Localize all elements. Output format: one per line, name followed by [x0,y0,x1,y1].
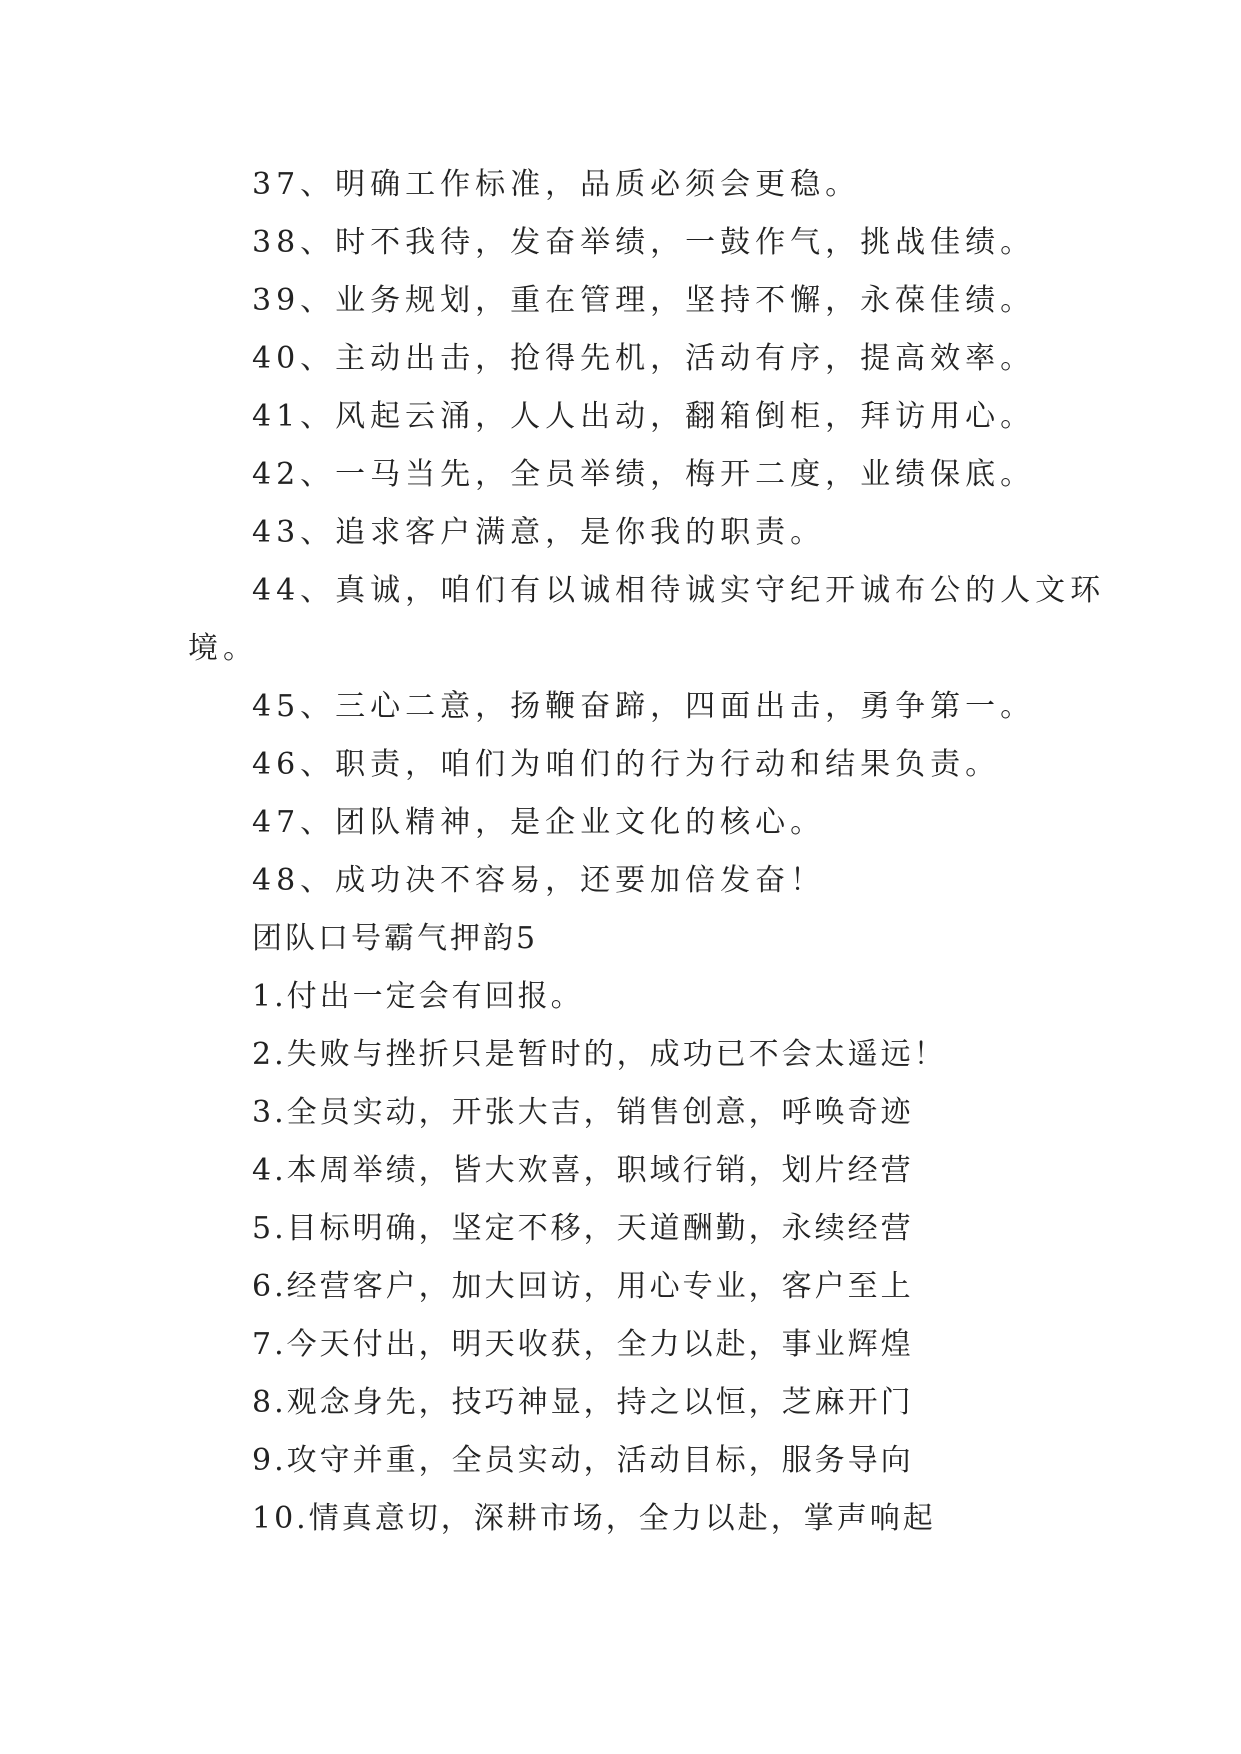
slogan-line-9: 9.攻守并重，全员实动，活动目标，服务导向 [252,1443,914,1478]
text-line-44-continued: 境。 [188,631,258,666]
slogan-line-10: 10.情真意切，深耕市场，全力以赴，掌声响起 [252,1501,936,1536]
text-line-44: 44、真诚，咱们有以诚相待诚实守纪开诚布公的人文环 [252,573,1106,608]
text-line-45: 45、三心二意，扬鞭奋蹄，四面出击，勇争第一。 [252,689,1036,724]
text-line-41: 41、风起云涌，人人出动，翻箱倒柜，拜访用心。 [252,399,1036,434]
text-line-38: 38、时不我待，发奋举绩，一鼓作气，挑战佳绩。 [252,225,1036,260]
text-line-40: 40、主动出击，抢得先机，活动有序，提高效率。 [252,341,1036,376]
slogan-line-7: 7.今天付出，明天收获，全力以赴，事业辉煌 [252,1327,914,1362]
section-heading: 团队口号霸气押韵5 [252,921,539,956]
text-line-47: 47、团队精神，是企业文化的核心。 [252,805,826,840]
text-line-43: 43、追求客户满意，是你我的职责。 [252,515,826,550]
text-line-46: 46、职责，咱们为咱们的行为行动和结果负责。 [252,747,1001,782]
text-line-42: 42、一马当先，全员举绩，梅开二度，业绩保底。 [252,457,1036,492]
slogan-line-4: 4.本周举绩，皆大欢喜，职域行销，划片经营 [252,1153,914,1188]
text-line-39: 39、业务规划，重在管理，坚持不懈，永葆佳绩。 [252,283,1036,318]
slogan-line-5: 5.目标明确，坚定不移，天道酬勤，永续经营 [252,1211,914,1246]
text-line-37: 37、明确工作标准，品质必须会更稳。 [252,167,861,202]
slogan-line-8: 8.观念身先，技巧神显，持之以恒，芝麻开门 [252,1385,914,1420]
slogan-line-1: 1.付出一定会有回报。 [252,979,584,1014]
slogan-line-3: 3.全员实动，开张大吉，销售创意，呼唤奇迹 [252,1095,914,1130]
slogan-line-6: 6.经营客户，加大回访，用心专业，客户至上 [252,1269,914,1304]
slogan-line-2: 2.失败与挫折只是暂时的，成功已不会太遥远！ [252,1037,947,1072]
text-line-48: 48、成功决不容易，还要加倍发奋！ [252,863,826,898]
